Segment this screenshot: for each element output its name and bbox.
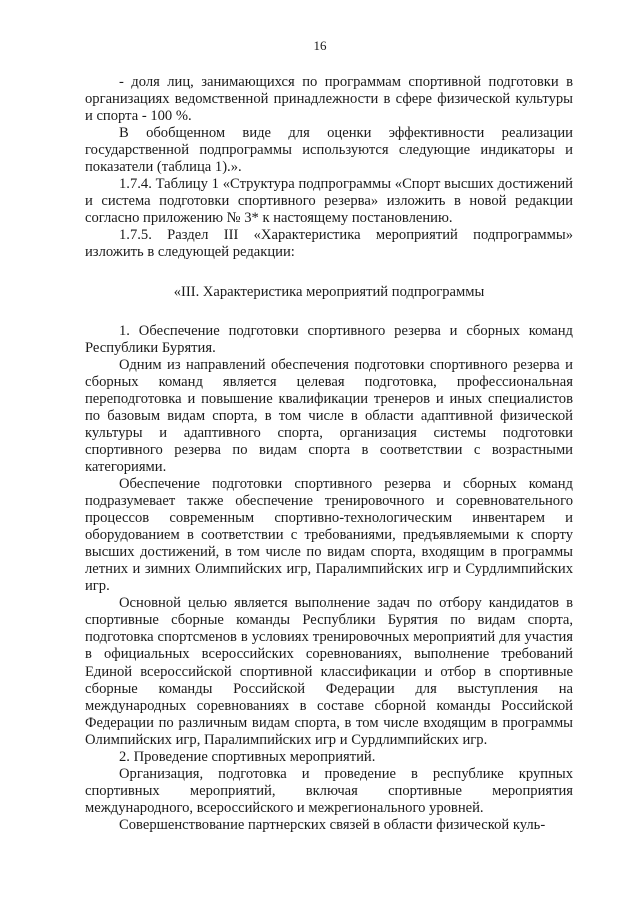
document-body — [85, 74, 573, 834]
paragraph-item-2-events: 2. Проведение спортивных мероприятий. — [119, 748, 376, 765]
paragraph-share-of-athletes: - доля лиц, занимающихся по программам спортивной подготовки в организациях ведомственной принадлежности в сфере физической культуры и спорта - 100 %. — [85, 74, 573, 125]
paragraph-item-1-reserve: 1. Обеспечение подготовки спортивного резерва и сборных команд Республики Бурятия. — [85, 322, 573, 356]
paragraph-organization: Организация, подготовка и проведение в республике крупных спортивных мероприятий, включая спортивные мероприятия международного, всероссийского и межрегионального уровней. — [85, 765, 573, 816]
paragraph-training-directions: Одним из направлений обеспечения подготовки спортивного резерва и сборных команд является целевая подготовка, профессиональная переподготовка и повышение квалификации тренеров и иных специалистов по базовым видам спорта, в том числе в области адаптивной физической культуры и адаптивного спорта, организация системы подготовки спортивного резерва по видам спорта в соответствии с возрастными категориями. — [85, 356, 573, 475]
paragraph-partnerships: Совершенствование партнерских связей в области физической куль- — [119, 816, 546, 833]
paragraph-equipment: Обеспечение подготовки спортивного резерва и сборных команд подразумевает также обеспечение тренировочного и соревновательного процессов современным спортивно-технологическим инвентарем и оборудованием в соответствии с требованиями, предъявляемыми к спорту высших достижений, в том числе по видам спорта, входящим в программы летних и зимних Олимпийских игр, Паралимпийских игр и Сурдлимпийских игр. — [85, 475, 573, 595]
paragraph-indicators: В обобщенном виде для оценки эффективности реализации государственной подпрограммы используются следующие индикаторы и показатели (таблица 1).». — [85, 125, 573, 176]
paragraph-item-1-7-5: 1.7.5. Раздел III «Характеристика мероприятий подпрограммы» изложить в следующей редакции: — [85, 227, 573, 261]
page-number: 16 — [313, 38, 327, 53]
paragraph-item-1-7-4: 1.7.4. Таблицу 1 «Структура подпрограммы «Спорт высших достижений и система подготовки спортивного резерва» изложить в новой редакции согласно приложению № 3* к настоящему постановлению. — [85, 176, 573, 227]
paragraph-main-goal: Основной целью является выполнение задач по отбору кандидатов в спортивные сборные команды Республики Бурятия по видам спорта, подготовка спортсменов в условиях тренировочных мероприятий для участия в официальных всероссийских соревнованиях, выполнение требований Единой всероссийской спортивной классификации и отбор в спортивные сборные команды Российской Федерации для выступления на международных соревнованиях в составе сборной команды Российской Федерации по различным видам спорта, в том числе входящим в программы Олимпийских игр, Паралимпийских игр и Сурдлимпийских игр. — [85, 595, 573, 748]
section-heading: «III. Характеристика мероприятий подпрограммы — [173, 283, 485, 300]
